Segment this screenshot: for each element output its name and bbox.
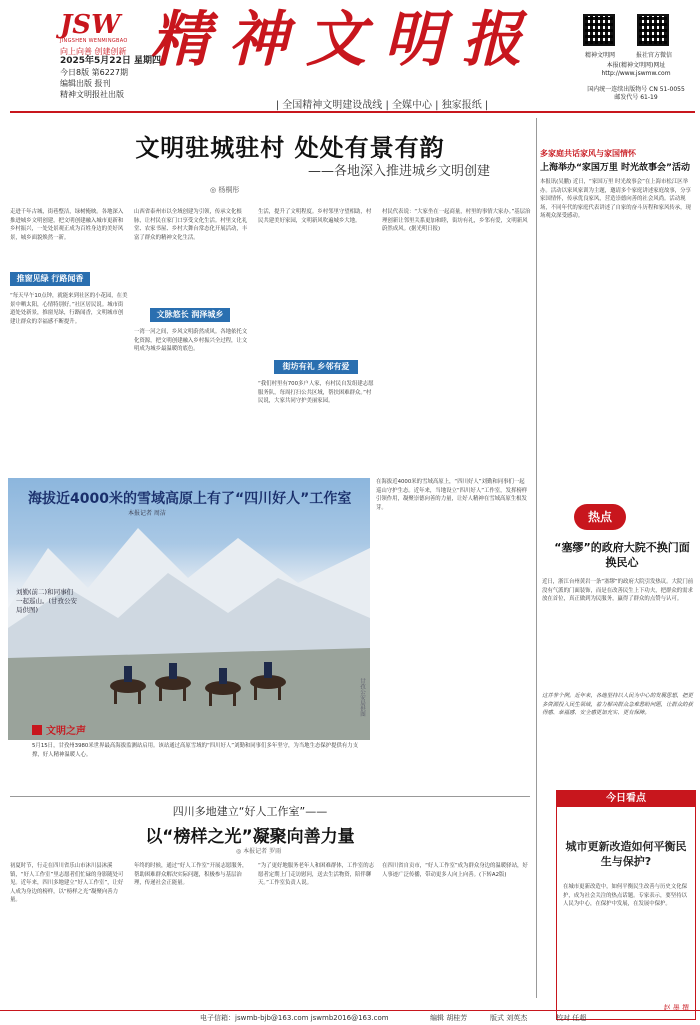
issn-info xyxy=(575,86,697,102)
paper-title: 精神文明报 xyxy=(150,5,540,75)
footer-designer: 版式 刘英杰 xyxy=(490,1014,528,1022)
today-highlight-text: 在城市更新改造中，如何平衡民生改善与历史文化保护，成为社会关注的热点话题。专家表示，要坚持以人民为中心，在保护中发展，在发展中保护。 xyxy=(563,884,687,907)
today-highlight-box xyxy=(556,790,696,1020)
page-footer xyxy=(0,1010,700,1025)
lead-byline: ◎ 杨桐彤 xyxy=(210,185,330,195)
issn-number: 国内统一连续出版物号 CN 51-0055 xyxy=(587,86,685,93)
qr-label-website: 精神文明网 xyxy=(584,52,615,59)
section-divider xyxy=(10,796,530,797)
photo-title: 海拔近4000米的雪域高原上有了“四川好人”工作室 xyxy=(28,491,352,507)
section2-col1-text: 初夏时节，行走在四川省乐山市沐川县沐溪镇，“好人工作室”里志愿者们忙碌的身影随处可见。近年来，四川多地建立“好人工作室”，让好人成为身边的榜样，以“榜样之光”凝聚向善力量。 xyxy=(10,863,124,903)
qr-code-website[interactable] xyxy=(583,14,615,46)
lead-col1-text: 走进千年古城，街巷整洁，绿树掩映。各地深入推进城乡文明创建，把文明创建融入城市更新和乡村振兴，一处处景观正成为百姓身边的美好风景，城乡面貌焕然一新。 xyxy=(10,209,124,241)
logo-slogan: 向上向善 创建创新 xyxy=(60,47,127,56)
masthead-divider xyxy=(10,111,695,113)
hot-topic-title: “塞缪”的政府大院不换门面换民心 xyxy=(554,541,690,569)
logo-english-name: JINGSHEN WENMINGBAO xyxy=(60,38,128,44)
lead-col2-text: 山西省泰州市以全域创建为引领，传承文化根脉，让村民在家门口享受文化生活。村里文化礼堂、农家书屋、乡村大舞台常态化开展活动，丰富了群众的精神文化生活。 xyxy=(134,209,248,241)
voice-section-head: 文明之声 xyxy=(32,722,124,738)
lead-headline: 文明驻城驻村 处处有景有韵 xyxy=(135,134,445,162)
logo-mark: JSW xyxy=(60,10,121,40)
masthead xyxy=(0,0,700,101)
footer-editor: 编辑 胡桂芳 xyxy=(430,1014,468,1022)
website-url[interactable]: http://www.jswmw.com xyxy=(601,70,671,77)
section2-col3-text: “为了更好地服务老年人和困难群体，工作室的志愿者定期上门走访慰问，送去生活物资，陪伴聊天。”工作室负责人说。 xyxy=(258,863,374,886)
lead-col1b-text: “每天早午10点钟，就能来到社区的小花园，在美景中晒太阳，心情特别好。”社区居民说。城市街道处处新景，推窗见绿，行路闻香，文明城市创建让群众的幸福感不断提升。 xyxy=(10,293,128,325)
section2-byline: ◎ 本报记者 罗雨 xyxy=(236,846,281,855)
hot-topic-text-2: 这并非个例。近年来，各地坚持以人民为中心的发展思想，把更多资源投入民生领域，着力解决群众急难愁盼问题，让群众的获得感、幸福感、安全感更加充实、更有保障。 xyxy=(542,693,693,716)
column-divider xyxy=(536,118,537,998)
feature-photo xyxy=(8,478,370,740)
photo-story-text: 在海拔近4000米的雪域高原上，“四川好人”刘勤和同事们一起巡山守护生态。近年来，当地设立“四川好人”工作室，发挥榜样引领作用，凝聚崇德向善的力量，让好人精神在雪域高原生根发芽。 xyxy=(376,479,528,511)
photo-byline: 本报记者 周洁 xyxy=(128,510,166,517)
issue-date: 2025年5月22日 星期四 xyxy=(60,56,161,66)
voice-text: 5月15日，甘孜州3980米世界最高海拔监测站启用。该站通过高原雪域的“四川好人”刘勤和同事们多年坚守，为当地生态保护提供有力支撑，好人精神温暖人心。 xyxy=(32,743,359,758)
qr-label-wechat: 报社官方微信 xyxy=(635,52,672,59)
lead-col3-text: 生活，提升了文明程度。乡村邻里守望相助，村民共建美好家园，文明新风吹遍城乡大地。 xyxy=(258,209,372,224)
lead-subhead-2: 文脉悠长 润泽城乡 xyxy=(150,308,230,322)
today-highlight-author: 赵 墨 撰 xyxy=(663,1004,689,1012)
section2-title: 以“榜样之光”凝聚向善力量 xyxy=(145,827,355,847)
footer-email: 电子信箱：jswmb-bjb@163.com jswmb2016@163.com xyxy=(200,1014,389,1022)
hot-topic-badge: 热点 xyxy=(574,504,626,530)
right-story-text: 本报讯(吴鹏) 近日，“家国万里 时光故事会”在上海市松江区举办。活动以家风家训为主题，邀请多个家庭讲述家庭故事，分享家国情怀，传承优良家风，营造崇德向善的社会风尚。活动现场，不同年代的家庭代表讲述了自家的奋斗历程和家风传承，现场观众深受感动。 xyxy=(540,179,691,219)
hot-topic-badge-sub: 观察 xyxy=(606,524,619,531)
photo-credit: 甘孜公安局供图 xyxy=(359,678,365,717)
lead-subhead-3: 街坊有礼 乡邻有爱 xyxy=(274,360,358,374)
postal-code: 邮发代号 61-19 xyxy=(614,94,658,101)
right-story-kicker: 多家庭共话家风与家国情怀 xyxy=(540,149,636,158)
lead-subhead-1: 推窗见绿 行路闻香 xyxy=(10,272,90,286)
photo-caption: 刘勤(前二)和同事们一起巡山。(甘孜公安局供图) xyxy=(16,588,78,614)
newspaper-logo xyxy=(60,12,136,54)
date-block xyxy=(60,56,180,100)
lead-subhead: ——各地深入推进城乡文明创建 xyxy=(307,164,490,179)
hot-topic-text: 近日，浙江台州黄岩一条“塞缪”的政府大院引发热议。大院门前没有气派的门面装饰，而是在改善民生上下功夫，把群众的需求放在首位，真正做到为民服务，赢得了群众的点赞与认可。 xyxy=(542,579,694,602)
lead-col2b-text: 一湾一河之间，乡风文明蔚然成风。各地依托文化资源，把文明创建融入乡村振兴全过程，让文明成为城乡最温暖的底色。 xyxy=(134,329,248,352)
lead-col3b-text: “我们村里有700多户人家，有村民自发组建志愿服务队，每周打扫公共区域，帮扶困难群众。”村民说，大家共同守护美丽家园。 xyxy=(258,381,374,404)
right-story-title: 上海举办“家国万里 时光故事会”活动 xyxy=(540,163,690,173)
qr-codes xyxy=(575,14,695,66)
today-highlight-title: 城市更新改造如何平衡民生与保护? xyxy=(565,840,687,868)
masthead-tagline: | 全国精神文明建设战线 | 全媒中心 | 独家报纸 | xyxy=(275,100,489,111)
sponsor-line: 编辑出版 报刊 xyxy=(60,79,111,88)
section2-kicker: 四川多地建立“好人工作室”—— xyxy=(172,805,328,818)
section2-col4-text: 在四川省自贡市，“好人工作室”成为群众身边的温暖驿站，好人事迹广泛传播，带动更多人向上向善。(下转A2版) xyxy=(382,863,528,878)
publisher-line: 精神文明报社出版 xyxy=(60,90,124,99)
lead-col4-text: 村民代表说：“大家坐在一起商量，村里的事情大家办。”基层治理创新让邻里关系更加和睦，街坊有礼，乡邻有爱，文明新风蔚然成风。(据光明日报) xyxy=(382,209,531,232)
qr-code-wechat[interactable] xyxy=(637,14,669,46)
today-highlight-head: 今日看点 xyxy=(557,791,695,807)
issue-number: 今日8版 第6227期 xyxy=(60,68,128,77)
footer-proofreader: 校对 任超 xyxy=(556,1014,587,1022)
website-label: 本报(精神文明网)网址 xyxy=(606,62,666,69)
section2-col2-text: 年终的时候，通过“好人工作室”开展志愿服务，帮助困难群众解决实际问题，积极参与基层治理，传递社会正能量。 xyxy=(134,863,248,886)
contact-info xyxy=(575,62,697,78)
